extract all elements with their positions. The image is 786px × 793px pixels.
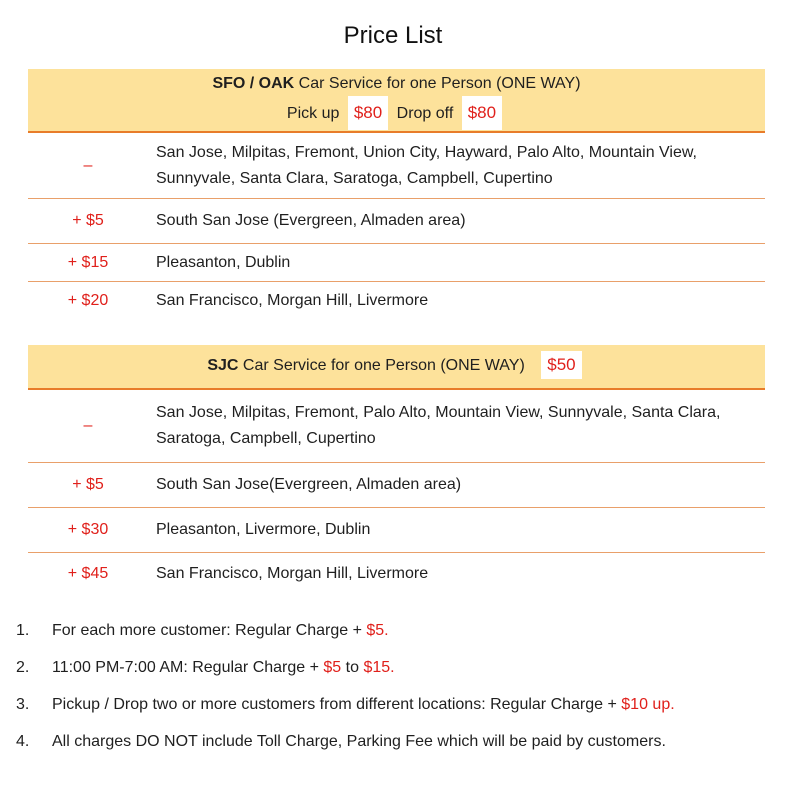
- service-areas: South San Jose (Evergreen, Almaden area): [156, 212, 466, 229]
- note-highlight: $15.: [363, 659, 395, 676]
- table-row: [28, 553, 765, 595]
- page-title: Price List: [343, 22, 443, 49]
- service-areas: South San Jose(Evergreen, Almaden area): [156, 476, 462, 493]
- note-text: All charges DO NOT include Toll Charge, Parking Fee which will be paid by customers.: [52, 733, 666, 750]
- list-item: [0, 686, 786, 723]
- note-number: 1.: [16, 622, 30, 639]
- note-number: 2.: [16, 659, 30, 676]
- table-row: [28, 133, 765, 199]
- note-highlight: $5.: [366, 622, 389, 639]
- note-highlight: $10 up.: [621, 696, 675, 713]
- surcharge-value: + $30: [67, 521, 109, 538]
- sjc-price: $50: [541, 351, 581, 379]
- table-row: [28, 390, 765, 463]
- note-text: For each more customer: Regular Charge +: [52, 622, 367, 639]
- sjc-header-text: Car Service for one Person (ONE WAY): [238, 357, 525, 374]
- note-text: Pickup / Drop two or more customers from different locations: Regular Charge +: [52, 696, 622, 713]
- surcharge-value: –: [83, 417, 93, 434]
- sjc-price-table: [28, 345, 765, 595]
- table-row: [28, 508, 765, 553]
- table-row: [28, 199, 765, 244]
- service-areas: San Francisco, Morgan Hill, Livermore: [156, 565, 429, 582]
- dropoff-label: Drop off: [396, 105, 454, 122]
- note-number: 3.: [16, 696, 30, 713]
- service-areas: San Jose, Milpitas, Fremont, Palo Alto, Mountain View, Sunnyvale, Santa Clara, Saratoga, Campbell, Cupertino: [156, 404, 721, 447]
- notes-list: [0, 612, 786, 760]
- list-item: [0, 723, 786, 760]
- service-areas: Pleasanton, Livermore, Dublin: [156, 521, 371, 538]
- service-areas: San Francisco, Morgan Hill, Livermore: [156, 292, 429, 309]
- note-text: 11:00 PM-7:00 AM: Regular Charge +: [52, 659, 324, 676]
- surcharge-value: + $20: [67, 292, 109, 309]
- surcharge-value: + $5: [72, 476, 104, 493]
- table-row: [28, 244, 765, 282]
- note-number: 4.: [16, 733, 30, 750]
- surcharge-value: + $15: [67, 253, 109, 271]
- sfo-oak-header: [28, 69, 765, 133]
- sfo-oak-header-airports: SFO / OAK: [212, 75, 295, 92]
- dropoff-price: $80: [462, 96, 502, 130]
- note-highlight: $5: [323, 659, 342, 676]
- table-row: [28, 282, 765, 320]
- service-areas: San Jose, Milpitas, Fremont, Union City, Hayward, Palo Alto, Mountain View, Sunnyvale, Santa Clara, Saratoga, Campbell, Cupertino: [156, 143, 697, 187]
- pickup-label: Pick up: [286, 105, 340, 122]
- sfo-oak-price-table: [28, 69, 765, 320]
- pickup-price: $80: [348, 96, 388, 130]
- note-text: to: [341, 659, 364, 676]
- surcharge-value: + $5: [72, 212, 104, 229]
- sjc-header-airport: SJC: [207, 357, 239, 374]
- service-areas: Pleasanton, Dublin: [156, 253, 291, 271]
- table-row: [28, 463, 765, 508]
- list-item: [0, 612, 786, 649]
- sjc-header: [28, 345, 765, 390]
- list-item: [0, 649, 786, 686]
- surcharge-value: –: [83, 156, 93, 174]
- sfo-oak-header-text: Car Service for one Person (ONE WAY): [294, 75, 581, 92]
- surcharge-value: + $45: [67, 565, 109, 582]
